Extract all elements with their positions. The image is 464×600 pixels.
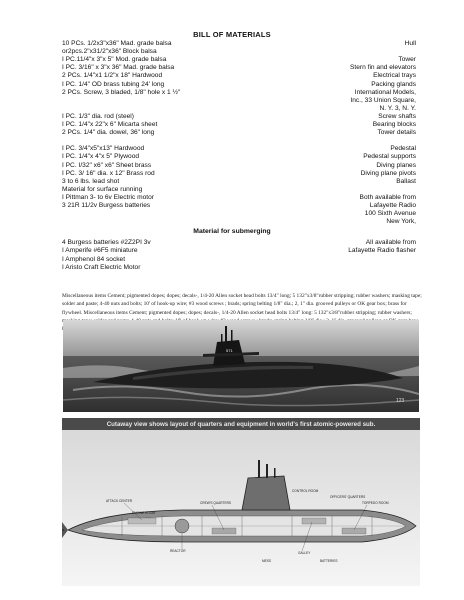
material-use: Inc., 33 Union Square, [350,96,416,104]
material-item: 2 PCs. 1/4" dia. dowel, 36" long [62,129,155,137]
cutaway-caption: Cutaway view shows layout of quarters and equipment in world's first atomic-powered sub. [106,421,376,428]
material-item: I PC.11/4"x 3"x 5" Mod. grade balsa [62,56,167,64]
material-use: Stern fin and elevators [350,64,416,72]
material-item: I PC. 1/4"x 22"x 6" Micarta sheet [62,121,158,128]
material-item: 3 21R 11/2v Burgess batteries [62,202,151,209]
material-use: Diving planes [376,161,416,169]
material-use: Lafayette Radio [369,202,416,209]
cutaway-label-galley: GALLEY [298,551,311,555]
cutaway-label-officers-quarters: OFFICERS' QUARTERS [330,495,366,499]
material-use: Packing glands [371,80,416,88]
material-item: I PC. 3/ 16" dia. x 12" Brass rod [62,169,155,177]
material-use: Ballast [396,177,416,185]
submarine-photo-art [63,320,419,412]
material-item: I PC. 3/16" x 3"x 36" Mad. grade balsa [62,64,175,72]
material-use: Lafayette Radio flasher [348,247,416,255]
material-item: I PC. 1/3" dia. rod (steel) [62,112,134,120]
material-item: I Amperife #6F5 miniature [62,247,138,255]
material-item: I PC. 1/4"x 4"x 5" Plywood [62,153,140,161]
material-item: I PC. 1/4" OD brass tubing 24' long [62,80,165,88]
submerging-heading: Material for submerging [193,228,271,236]
material-use: Diving plane pivots [360,169,416,177]
material-use: New York, [386,218,416,226]
material-use: All available from [365,239,416,247]
miscellaneous-items: Miscellaneous items Cement; pigmented dopes; dopes; decals-, 1/4-20 Allen socket head bolts 13/4" long; 5 132"x3/8"rubber stripping; rubber washers; masking tape; solder and paste; 4-40 nuts and bolts; 10' of hook-up wire; #3 wood screws ; brads; spring belting 1/8" dia.; 2, 1" dia. grooved pulleys or OK gear box; brass for flywheel. Miscellaneous items Cement; pigmented dopes; dopes; decals-, 1/4-20 Allen socket head bolts 13/4" long: 5 132"x3/8"rubber stripping; rubber washers; [62,293,422,316]
material-use: Tower [398,56,416,64]
material-item: Material for surface running [62,185,143,193]
cutaway-label-engine-room: ENGINE ROOM [132,511,156,515]
material-use: N. Y. 3, N. Y. [379,104,416,112]
cutaway-figure [62,418,420,586]
material-use: Hull [404,40,416,47]
material-use: Pedestal [390,145,416,153]
material-use: Tower details [377,129,416,137]
cutaway-label-torpedo-room: TORPEDO ROOM [362,501,389,505]
cutaway-label-attack-center: ATTACK CENTER [106,499,133,503]
cutaway-label-mess: MESS [262,559,272,563]
material-item: I PC. 3/4"x5"x13" Hardwood [62,145,145,153]
cutaway-diagram [62,430,420,586]
material-use: International Models, [354,88,416,96]
material-item: I Pittman 3- to 6v Electric motor [62,193,154,201]
material-item: I Aristo Craft Electric Motor [62,263,141,271]
photo-page-number: 123 [396,398,405,404]
material-use: Electrical trays [373,72,416,80]
material-item: 3 to 6 lbs. lead shot [62,177,120,185]
cutaway-label-control-room: CONTROL ROOM [292,489,319,493]
material-use: Both available from [359,193,416,201]
hull-number: 571 [226,348,233,353]
material-item: 4 Burgess batteries #2Z2PI 3v [62,239,151,247]
material-item: I Amphenol 84 socket [62,255,126,263]
material-row [62,263,416,272]
material-use: Pedestal supports [363,153,416,161]
cutaway-label-crews-quarters: CREW'S QUARTERS [200,501,232,505]
material-item: 10 PCs. 1/2x3"x36" Mad. grade balsa [62,40,172,47]
page-title: BILL OF MATERIALS [193,30,271,39]
material-item: 2 PCs. Screw, 3 bladed, 1/8" hole x 1 ½" [62,88,181,96]
cutaway-label-batteries: BATTERIES [320,559,338,563]
material-use: Bearing blocks [372,121,416,128]
material-use: 100 Sixth Avenue [364,210,416,218]
material-item: or2pcs.2"x31/2"x36" Block balsa [62,48,157,56]
material-item: I PC. I/32" x6" x6" Sheet brass [62,161,152,169]
cutaway-label-reactor: REACTOR [170,549,186,553]
material-row [62,217,416,226]
cutaway-drawing [62,430,420,586]
material-use: Screw shafts [378,112,416,120]
submarine-photo [63,320,419,412]
material-item: 2 PCs. 1/4"x1 1/2"x 18" Hardwood [62,72,163,80]
